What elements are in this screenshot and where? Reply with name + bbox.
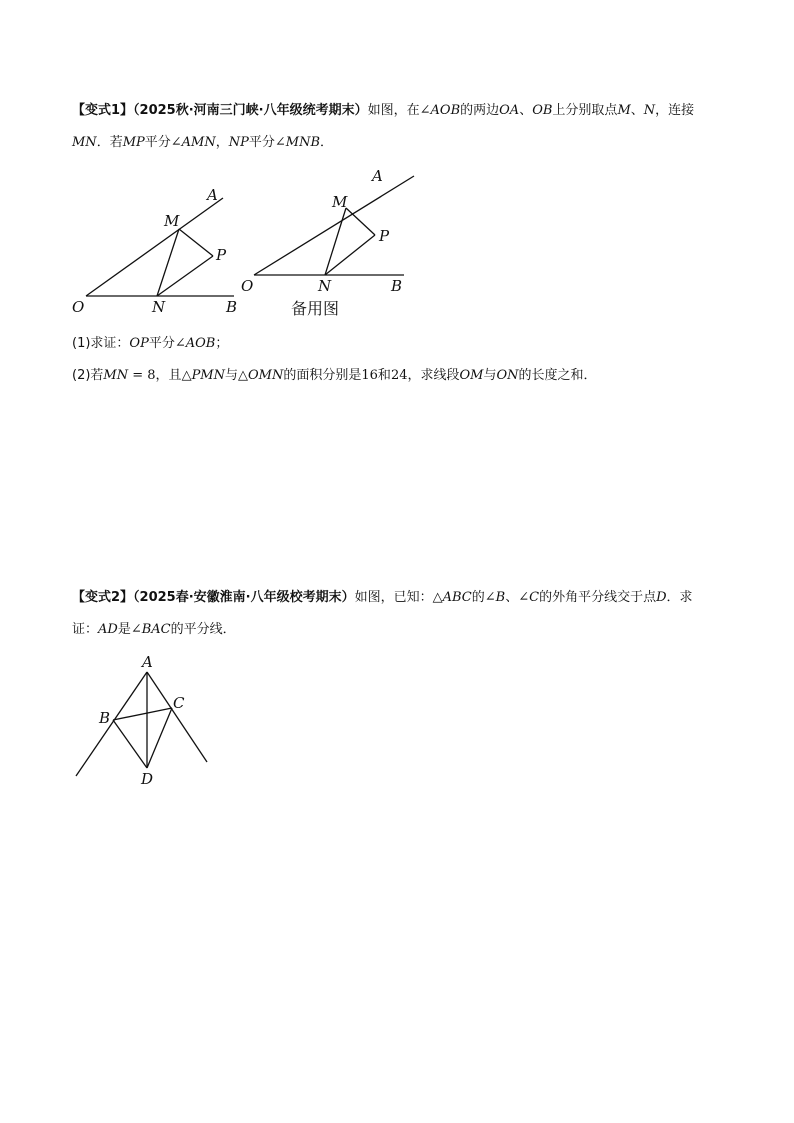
ray-oa-2 [254, 176, 414, 275]
label-a-2: A [372, 167, 383, 185]
math-symbol: OB [532, 103, 553, 118]
extension-ac [147, 672, 207, 762]
text-run: 平分 [144, 135, 171, 150]
text-run: 、 [519, 103, 533, 118]
text-run: 上分别取点 [552, 103, 618, 118]
math-symbol: AD [98, 622, 118, 637]
question-2 [72, 368, 597, 383]
text-run: 的两边 [460, 103, 500, 118]
math-symbol: PMN [191, 368, 225, 383]
number: = 8 [128, 368, 156, 383]
label-a-3: A [142, 653, 153, 671]
text-run: 、 [505, 590, 519, 605]
problem2-line1 [72, 589, 693, 607]
label-n-2: N [318, 277, 332, 295]
label-o: O [72, 298, 85, 316]
math-symbol: ∠AOB [419, 103, 461, 118]
problem1-statement [368, 103, 695, 118]
math-symbol: ABC [442, 590, 472, 605]
text-run: 的长度之和． [518, 368, 597, 383]
text-run: 、 [630, 103, 644, 118]
label-d-3: D [141, 770, 154, 788]
problem2-line2 [72, 621, 236, 639]
label-b-2: B [391, 277, 403, 295]
text-run: 如图，在 [367, 103, 420, 118]
text-run: 平分 [148, 336, 175, 351]
label-a: A [207, 186, 218, 204]
math-symbol: M [617, 103, 631, 118]
segment-mn-2 [325, 208, 346, 275]
math-symbol: OM [459, 368, 484, 383]
text-run: ，且 [155, 368, 182, 383]
text-run: 证： [72, 622, 99, 637]
math-symbol: ∠BAC [130, 622, 171, 637]
text-run: 的面积分别是 [283, 368, 362, 383]
text-run: ． [320, 135, 334, 150]
math-symbol: OP [129, 336, 149, 351]
text-run: (2)若 [72, 368, 104, 383]
text-run: 平分 [248, 135, 275, 150]
text-run: 是 [117, 622, 131, 637]
problem2-tag: 【变式2】 [72, 590, 134, 605]
math-symbol: OMN [248, 368, 284, 383]
problem1-statement-cont [72, 135, 333, 150]
math-symbol: ∠AMN [170, 135, 216, 150]
problem1-source: （2025秋·河南三门峡·八年级统考期末） [133, 103, 368, 118]
problem1-q1 [72, 335, 228, 353]
label-o-2: O [241, 277, 254, 295]
problem2-statement [355, 590, 693, 605]
text-run: △ [238, 368, 249, 383]
text-run: △ [432, 590, 443, 605]
math-symbol: OA [499, 103, 520, 118]
text-run: ．若 [96, 135, 123, 150]
label-b: B [226, 298, 238, 316]
label-m-2: M [332, 193, 348, 211]
text-run: ，连接 [655, 103, 695, 118]
segment-mp [179, 229, 213, 256]
math-symbol: MP [122, 135, 145, 150]
text-run: 的 [471, 590, 485, 605]
text-run: ； [215, 336, 229, 351]
text-run: 的平分线． [170, 622, 236, 637]
problem1-q2 [72, 367, 597, 385]
math-symbol: NP [228, 135, 249, 150]
segment-np-2 [325, 235, 375, 275]
math-symbol: ∠C [518, 590, 540, 605]
text-run: 的外角平分线交于点 [539, 590, 657, 605]
math-symbol: D [656, 590, 667, 605]
math-symbol: MN [103, 368, 129, 383]
label-b-3: B [99, 709, 111, 727]
label-c-3: C [173, 694, 185, 712]
problem2-statement-cont [72, 622, 236, 637]
math-symbol: N [643, 103, 656, 118]
text-run: 与 [483, 368, 497, 383]
label-n: N [152, 298, 166, 316]
text-run: 如图，已知： [354, 590, 433, 605]
text-run: (1)求证： [72, 336, 130, 351]
problem1-line1 [72, 102, 694, 120]
label-m: M [164, 212, 180, 230]
number: 24 [390, 368, 408, 383]
segment-mn [157, 229, 179, 296]
segment-np [157, 256, 213, 296]
segment-cd [147, 708, 172, 768]
problem2-source: （2025春·安徽淮南·八年级校考期末） [133, 590, 355, 605]
math-symbol: ∠MNB [274, 135, 321, 150]
segment-bd [113, 720, 147, 768]
figure-3-triangle-abc [70, 650, 220, 790]
text-run: △ [181, 368, 192, 383]
text-run: 和 [377, 368, 391, 383]
math-symbol: ∠AOB [174, 336, 216, 351]
math-symbol: ON [496, 368, 519, 383]
text-run: 与 [225, 368, 239, 383]
math-symbol: ∠B [484, 590, 506, 605]
problem1-tag: 【变式1】 [72, 103, 134, 118]
number: 16 [361, 368, 378, 383]
text-run: ， [215, 135, 229, 150]
question-1 [72, 336, 228, 351]
text-run: ，求线段 [407, 368, 460, 383]
problem1-line2 [72, 134, 333, 152]
segment-mp-2 [346, 208, 375, 235]
extension-ab [76, 672, 147, 776]
label-p: P [216, 246, 227, 264]
text-run: ．求 [666, 590, 693, 605]
math-symbol: MN [72, 135, 97, 150]
label-p-2: P [379, 227, 390, 245]
figure-2-spare [236, 165, 436, 318]
figure-caption: 备用图 [291, 299, 340, 318]
